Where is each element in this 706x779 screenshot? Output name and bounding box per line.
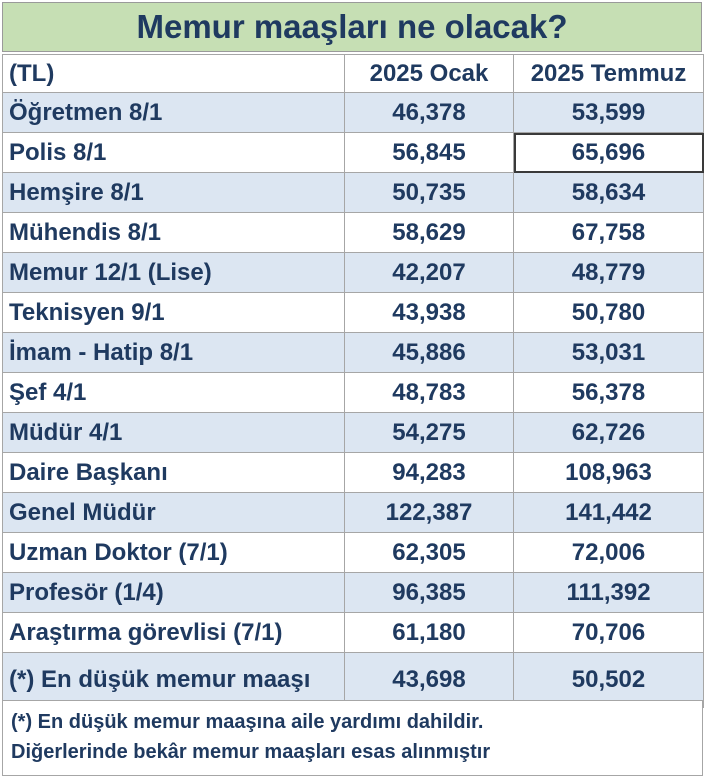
row-label[interactable]: Mühendis 8/1: [3, 213, 345, 253]
header-row: [3, 55, 704, 93]
ocak-value[interactable]: 48,783: [345, 373, 514, 413]
table-row: [3, 93, 704, 133]
ocak-value[interactable]: 61,180: [345, 613, 514, 653]
temmuz-value[interactable]: 53,599: [514, 93, 704, 133]
ocak-value[interactable]: 58,629: [345, 213, 514, 253]
table-row: [3, 133, 704, 173]
temmuz-value[interactable]: 53,031: [514, 333, 704, 373]
temmuz-value[interactable]: 56,378: [514, 373, 704, 413]
table-row: [3, 413, 704, 453]
ocak-value[interactable]: 96,385: [345, 573, 514, 613]
ocak-value[interactable]: 50,735: [345, 173, 514, 213]
row-label[interactable]: Öğretmen 8/1: [3, 93, 345, 133]
table-row: [3, 373, 704, 413]
temmuz-value[interactable]: 50,780: [514, 293, 704, 333]
table-row: [3, 453, 704, 493]
ocak-value[interactable]: 54,275: [345, 413, 514, 453]
salary-table: [2, 54, 704, 708]
sheet-title: Memur maaşları ne olacak?: [2, 2, 702, 52]
row-label[interactable]: Polis 8/1: [3, 133, 345, 173]
header-2025-ocak[interactable]: 2025 Ocak: [345, 55, 514, 93]
ocak-value[interactable]: 56,845: [345, 133, 514, 173]
header-2025-temmuz[interactable]: 2025 Temmuz: [514, 55, 704, 93]
row-label[interactable]: Uzman Doktor (7/1): [3, 533, 345, 573]
row-label[interactable]: Şef 4/1: [3, 373, 345, 413]
ocak-value[interactable]: 46,378: [345, 93, 514, 133]
ocak-value[interactable]: 43,938: [345, 293, 514, 333]
footnote[interactable]: [2, 700, 703, 776]
table-row: [3, 613, 704, 653]
temmuz-value[interactable]: 108,963: [514, 453, 704, 493]
temmuz-value[interactable]: 70,706: [514, 613, 704, 653]
ocak-value[interactable]: 43,698: [345, 653, 514, 708]
table-row: [3, 493, 704, 533]
ocak-value[interactable]: 42,207: [345, 253, 514, 293]
selected-cell[interactable]: 65,696: [514, 133, 704, 173]
row-label[interactable]: Araştırma görevlisi (7/1): [3, 613, 345, 653]
header-unit[interactable]: (TL): [3, 55, 345, 93]
footnote-line-1: (*) En düşük memur maaşına aile yardımı dahildir.: [11, 711, 484, 733]
row-label[interactable]: Memur 12/1 (Lise): [3, 253, 345, 293]
table-row: [3, 533, 704, 573]
table-row: [3, 293, 704, 333]
temmuz-value[interactable]: 58,634: [514, 173, 704, 213]
table-row: [3, 173, 704, 213]
row-label[interactable]: Profesör (1/4): [3, 573, 345, 613]
row-label[interactable]: Müdür 4/1: [3, 413, 345, 453]
ocak-value[interactable]: 94,283: [345, 453, 514, 493]
temmuz-value[interactable]: 67,758: [514, 213, 704, 253]
row-label[interactable]: Genel Müdür: [3, 493, 345, 533]
temmuz-value[interactable]: 48,779: [514, 253, 704, 293]
row-label[interactable]: Teknisyen 9/1: [3, 293, 345, 333]
temmuz-value[interactable]: 141,442: [514, 493, 704, 533]
table-row: [3, 573, 704, 613]
table-row: [3, 253, 704, 293]
ocak-value[interactable]: 62,305: [345, 533, 514, 573]
ocak-value[interactable]: 122,387: [345, 493, 514, 533]
table-row: [3, 333, 704, 373]
ocak-value[interactable]: 45,886: [345, 333, 514, 373]
row-label[interactable]: İmam - Hatip 8/1: [3, 333, 345, 373]
row-label[interactable]: Hemşire 8/1: [3, 173, 345, 213]
temmuz-value[interactable]: 50,502: [514, 653, 704, 708]
temmuz-value[interactable]: 72,006: [514, 533, 704, 573]
temmuz-value[interactable]: 111,392: [514, 573, 704, 613]
temmuz-value[interactable]: 62,726: [514, 413, 704, 453]
table-row: [3, 213, 704, 253]
footnote-line-2: Diğerlerinde bekâr memur maaşları esas alınmıştır: [11, 741, 491, 763]
row-label[interactable]: (*) En düşük memur maaşı: [3, 653, 345, 708]
row-label[interactable]: Daire Başkanı: [3, 453, 345, 493]
